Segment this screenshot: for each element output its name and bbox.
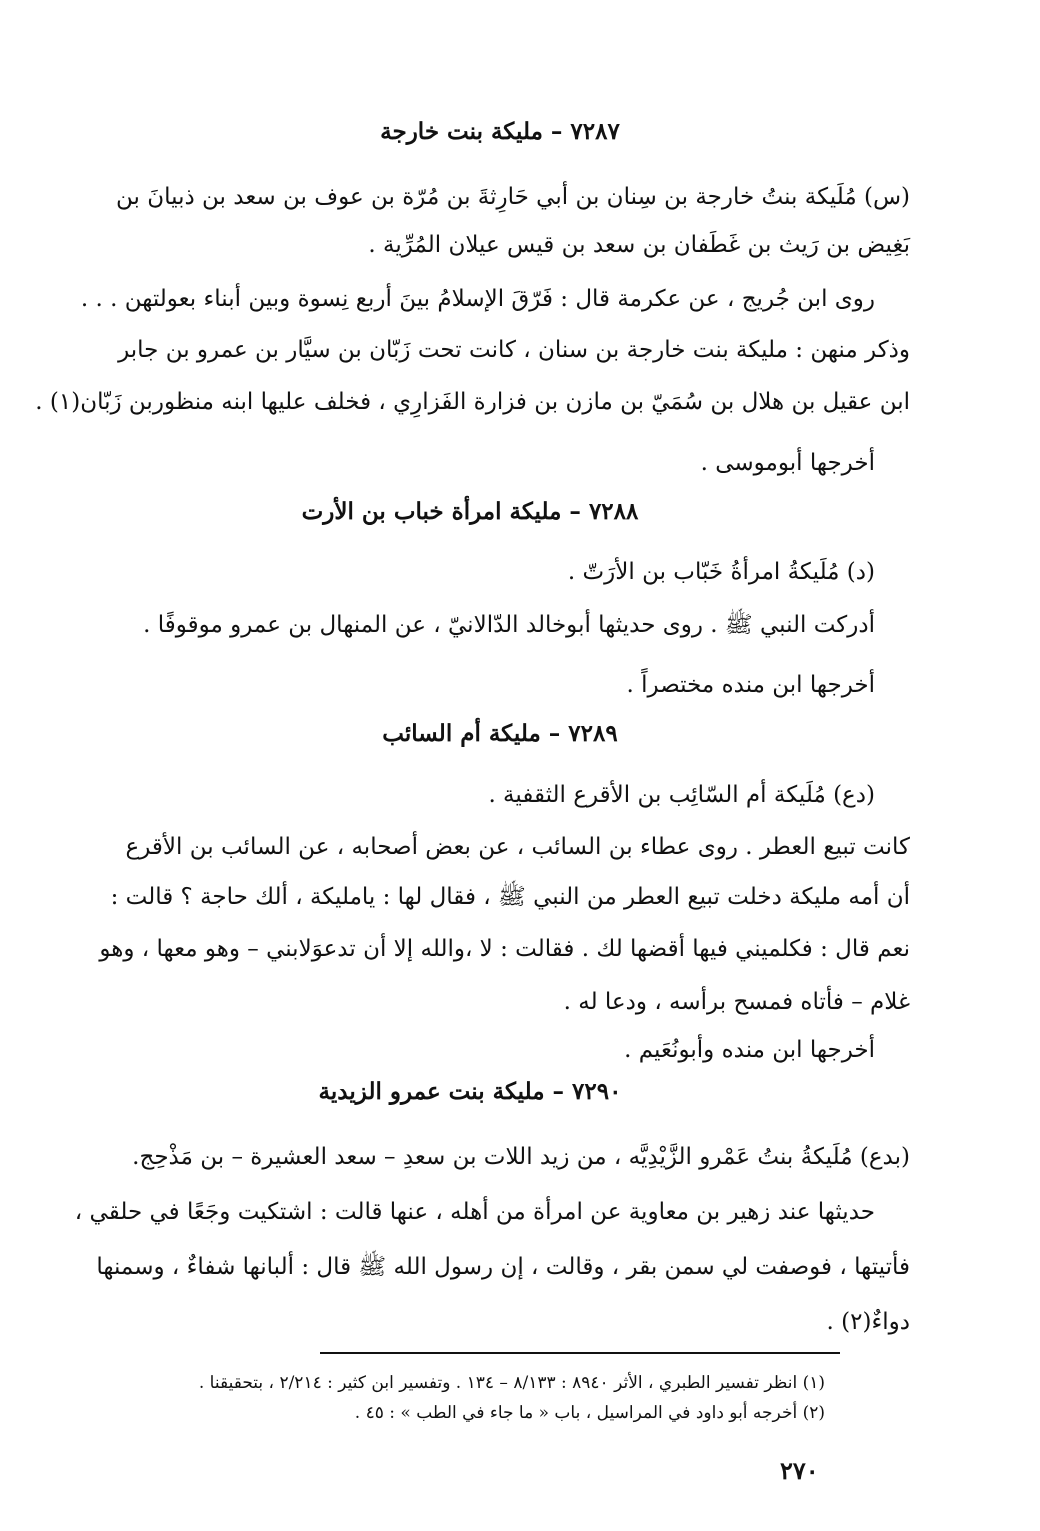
- text-line: بَغِيض بن رَيث بن غَطَفان بن سعد بن قيس عيلان المُرِّية .: [368, 232, 910, 258]
- text-line: أن أمه مليكة دخلت تبيع العطر من النبي ﷺ ، فقال لها : يامليكة ، ألك حاجة ؟ قالت :: [110, 884, 910, 910]
- text-line: أخرجها ابن منده مختصراً .: [626, 672, 875, 698]
- text-line: (دع) مُلَيكة أم السّائِب بن الأقرع الثقفية .: [488, 782, 875, 808]
- text-line: حديثها عند زهير بن معاوية عن امرأة من أهله ، عنها قالت : اشتكيت وجَعًا في حلقي ،: [74, 1199, 875, 1225]
- footnote-2: (٢) أخرجه أبو داود في المراسيل ، باب « ما جاء في الطب » : ٤٥ .: [354, 1403, 825, 1423]
- text-line: روى ابن جُريج ، عن عكرمة قال : فَرّقَ الإسلامُ بينَ أربع نِسوة وبين أبناء بعولتهن . . .: [80, 286, 875, 312]
- text-line: وذكر منهن : مليكة بنت خارجة بن سنان ، كانت تحت زَبّان بن سيَّار بن عمرو بن جابر: [118, 337, 910, 363]
- entry-heading-7287: ٧٢٨٧ – مليكة بنت خارجة: [380, 118, 620, 145]
- page-number: ٢٧٠: [780, 1456, 819, 1485]
- text-line: فأتيتها ، فوصفت لي سمن بقر ، وقالت ، إن رسول الله ﷺ قال : ألبانها شفاءٌ ، وسمنها: [96, 1254, 910, 1280]
- text-line: نعم قال : فكلميني فيها أقضها لك . فقالت : لا ،والله إلا أن تدعوَلابني – وهو معها ، وهو: [99, 936, 910, 962]
- entry-heading-7289: ٧٢٨٩ – مليكة أم السائب: [382, 720, 618, 747]
- text-line: أدركت النبي ﷺ . روى حديثها أبوخالد الدّالانيّ ، عن المنهال بن عمرو موقوفًا .: [143, 612, 875, 638]
- entry-heading-7288: ٧٢٨٨ – مليكة امرأة خباب بن الأرت: [301, 498, 639, 525]
- footnote-1: (١) انظر تفسير الطبري ، الأثر ٨٩٤٠ : ٨/١٣٣ – ١٣٤ . وتفسير ابن كثير : ٢/٢١٤ ، بتحقيقنا .: [198, 1373, 825, 1393]
- text-line: دواءٌ(٢) .: [826, 1309, 910, 1335]
- entry-heading-7290: ٧٢٩٠ – مليكة بنت عمرو الزيدية: [318, 1078, 622, 1105]
- text-line: (بدع) مُلَيكةُ بنتُ عَمْرو الزَّيْدِيَّه ، من زيد اللات بن سعدِ – سعد العشيرة – بن مَذْحِج.: [132, 1144, 910, 1170]
- text-line: كانت تبيع العطر . روى عطاء بن السائب ، عن بعض أصحابه ، عن السائب بن الأقرع: [125, 834, 910, 860]
- text-line: (س) مُلَيكة بنتُ خارجة بن سِنان بن أبي حَارِثةَ بن مُرّة بن عوف بن سعد بن ذبيانَ بن: [116, 184, 910, 210]
- text-line: أخرجها أبوموسى .: [700, 450, 875, 476]
- text-line: أخرجها ابن منده وأبونُعَيم .: [624, 1037, 875, 1063]
- text-line: ابن عقيل بن هلال بن سُمَيّ بن مازن بن فزارة الفَزارِي ، فخلف عليها ابنه منظوربن زَبّان(١) .: [35, 389, 910, 415]
- text-line: (د) مُلَيكةُ امرأةُ خَبّاب بن الأرَتّ .: [567, 559, 875, 585]
- text-line: غلام – فأتاه فمسح برأسه ، ودعا له .: [563, 989, 910, 1015]
- footnote-divider: [320, 1352, 840, 1354]
